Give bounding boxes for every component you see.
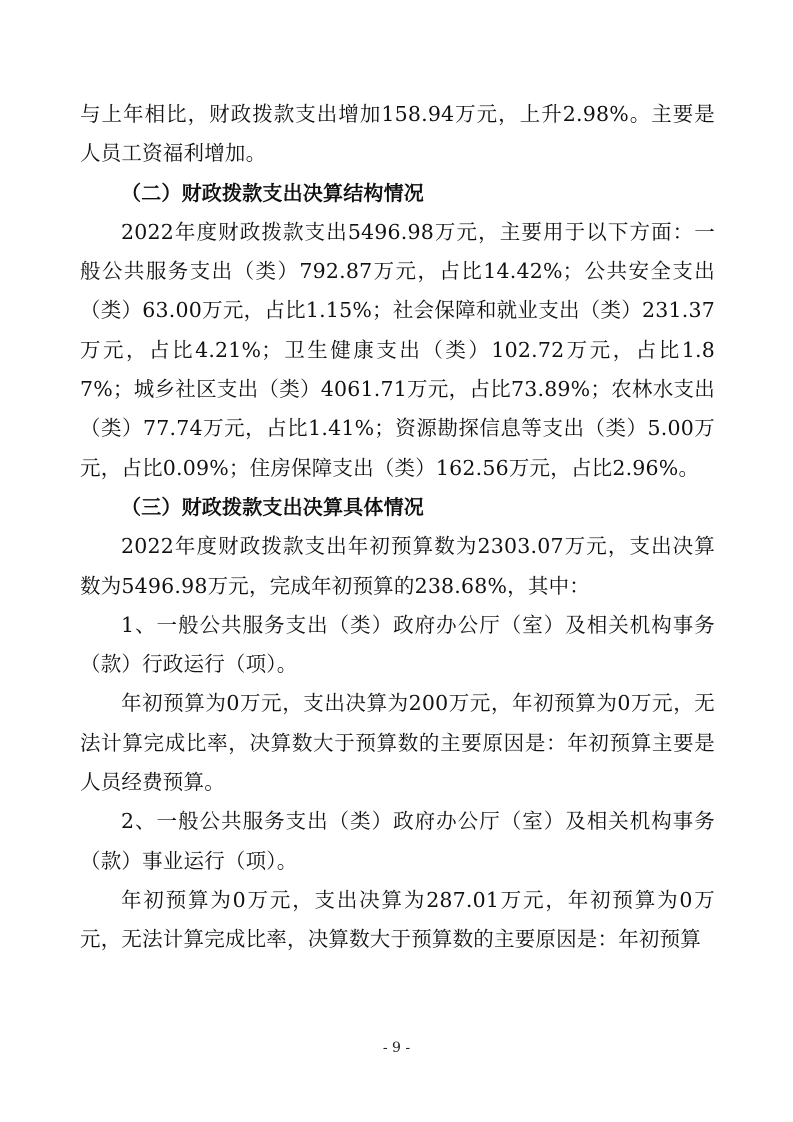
- paragraph-budget-summary: 2022年度财政拨款支出年初预算数为2303.07万元，支出决算数为5496.98万元，完成年初预算的238.68%，其中：: [80, 534, 715, 598]
- paragraph-item-2-title: 2、一般公共服务支出（类）政府办公厅（室）及相关机构事务（款）事业运行（项）。: [80, 809, 715, 873]
- paragraph-item-2-detail: 年初预算为0万元，支出决算为287.01万元，年初预算为0万元，无法计算完成比率，决算数大于预算数的主要原因是：年初预算: [80, 887, 715, 952]
- document-body: [80, 95, 715, 960]
- paragraph-structure-breakdown: 2022年度财政拨款支出5496.98万元，主要用于以下方面：一般公共服务支出（类）792.87万元，占比14.42%；公共安全支出（类）63.00万元，占比1.15%；社会保障和就业支出（类）231.37万元，占比4.21%；卫生健康支出（类）102.72万元，占比1.87%；城乡社区支出（类）4061.71万元，占比73.89%；农林水支出（类）77.74万元，占比1.41%；资源勘探信息等支出（类）5.00万元，占比0.09%；住房保障支出（类）162.56万元，占比2.96%。: [80, 219, 715, 480]
- paragraph-item-1-title: 1、一般公共服务支出（类）政府办公厅（室）及相关机构事务（款）行政运行（项）。: [80, 612, 715, 677]
- paragraph-item-1-detail: 年初预算为0万元，支出决算为200万元，年初预算为0万元，无法计算完成比率，决算数大于预算数的主要原因是：年初预算主要是人员经费预算。: [80, 691, 715, 795]
- page-number: - 9 -: [382, 1040, 411, 1056]
- section-heading-details: （三）财政拨款支出决算具体情况: [121, 494, 424, 519]
- paragraph-year-comparison: 与上年相比，财政拨款支出增加158.94万元，上升2.98%。主要是人员工资福利增加。: [80, 102, 715, 166]
- section-heading-structure: （二）财政拨款支出决算结构情况: [121, 180, 424, 205]
